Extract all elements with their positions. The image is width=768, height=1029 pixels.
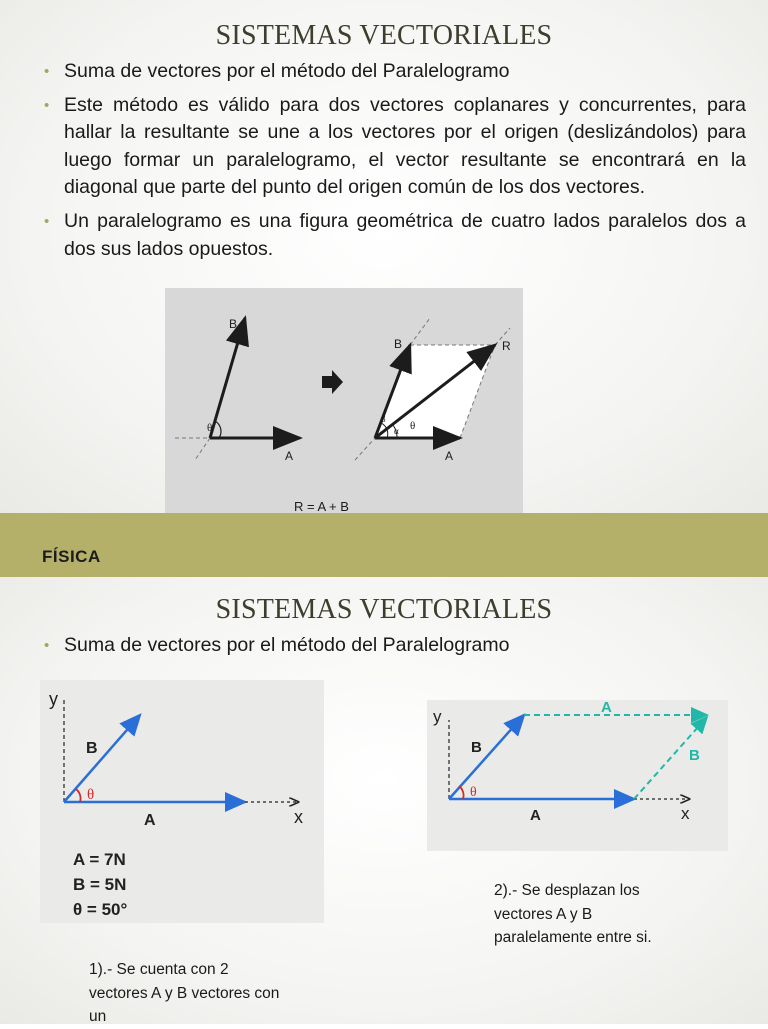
slide-title: SISTEMAS VECTORIALES [215, 20, 553, 51]
label-alpha: α [394, 426, 399, 436]
vector-a-shifted-label: A [601, 700, 612, 716]
vector-b-label: B [86, 740, 98, 757]
whiteboard-photo-2 [427, 700, 728, 851]
y-axis-label: y [433, 707, 442, 726]
bullet-item [44, 58, 746, 86]
parallelogram-figure [165, 288, 523, 513]
x-axis-label: x [681, 804, 690, 823]
label-a: A [285, 449, 294, 463]
label-beta: β [381, 414, 386, 424]
bullet-text: Un paralelogramo es una figura geométrica de cuatro lados paralelos dos a dos sus lados opuestos. [64, 209, 746, 260]
bullet-dot-icon: • [44, 96, 50, 114]
magnitude-a: A = 7N [73, 850, 126, 869]
slide-1 [0, 0, 768, 513]
caption-step-1: 1).- Se cuenta con 2 vectores A y B vectores con un [89, 961, 280, 1025]
theta-label: θ [87, 787, 95, 803]
angle-value: θ = 50° [73, 900, 128, 919]
vector-a-label: A [530, 807, 541, 824]
equation: R = A + B [294, 499, 349, 513]
label-r: R [502, 339, 511, 353]
bullet-dot-icon: • [44, 212, 50, 230]
section-band [0, 513, 768, 577]
bullet-text: Suma de vectores por el método del Paralelogramo [64, 634, 510, 656]
vector-b-label: B [471, 739, 482, 756]
bullet-item [44, 208, 746, 263]
slide-2 [0, 577, 768, 1024]
band-label: FÍSICA [42, 547, 101, 566]
whiteboard-photo-1 [40, 680, 324, 923]
bullet-dot-icon: • [44, 63, 50, 80]
label-theta: θ [207, 422, 213, 434]
label-b: B [229, 317, 238, 331]
bullet-item [44, 632, 746, 660]
bullet-list [44, 58, 746, 269]
caption-step-2: 2).- Se desplazan los vectores A y B paralelamente entre si. [494, 882, 652, 946]
bullet-list [44, 632, 746, 666]
theta-label: θ [470, 785, 477, 800]
label-b-right: B [394, 337, 403, 351]
y-axis-label: y [49, 689, 58, 709]
bullet-dot-icon: • [44, 637, 50, 654]
bullet-text: Suma de vectores por el método del Paralelogramo [64, 60, 510, 82]
slide-title: SISTEMAS VECTORIALES [215, 594, 553, 625]
magnitude-b: B = 5N [73, 875, 127, 894]
label-theta-right: θ [410, 420, 416, 432]
vector-a-label: A [144, 812, 156, 829]
bullet-text: Este método es válido para dos vectores coplanares y concurrentes, para hallar la resultante se une a los vectores por el origen (deslizándolos) para luego formar un paralelogramo, el vector resultante se encontrará en la diagonal que parte del punto del origen común de los dos vectores. [64, 93, 746, 199]
label-a-right: A [445, 449, 454, 463]
bullet-item [44, 92, 746, 202]
x-axis-label: x [294, 807, 303, 827]
vector-b-shifted-label: B [689, 747, 700, 764]
